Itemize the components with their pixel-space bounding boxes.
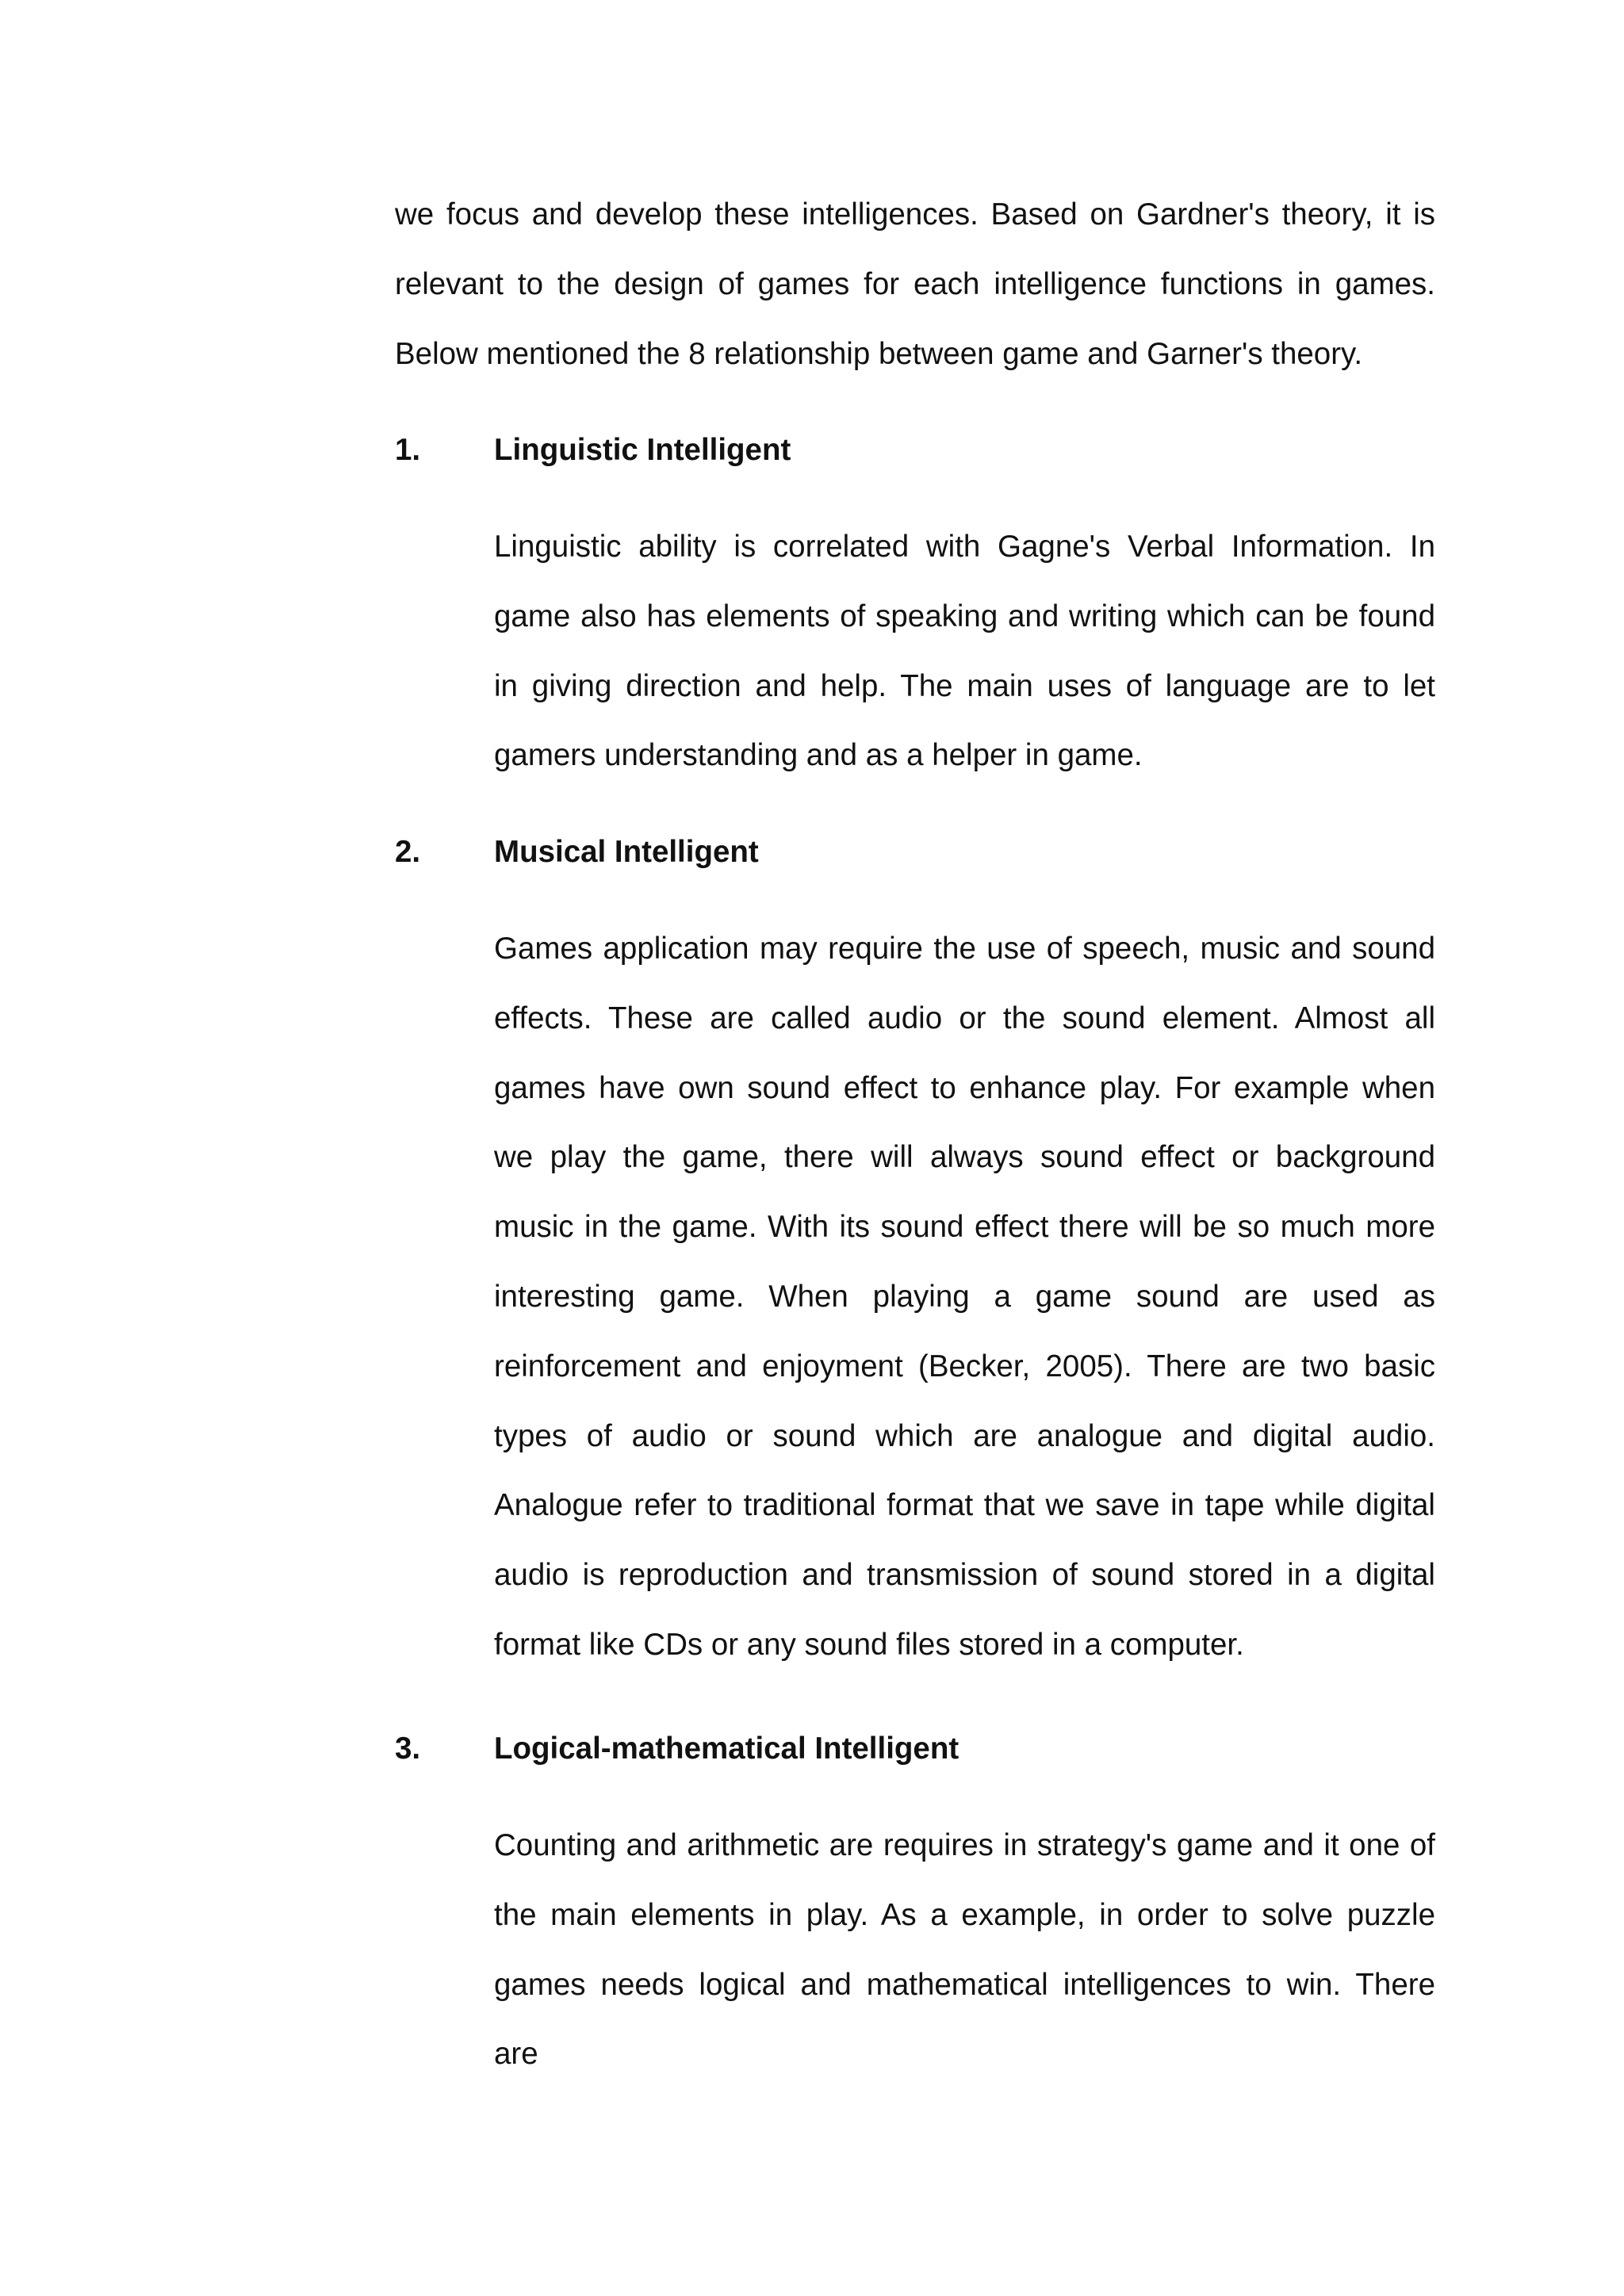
section-body-musical: Games application may require the use of speech, music and sound effects. These are called audio or the sound element. Almost all games have own sound effect to enhance play. For example when we play the game, there will always sound effect or background music in the game. With its sound effect there will be so much more interesting game. When playing a game sound are used as reinforcement and enjoyment (Becker, 2005). There are two basic types of audio or sound which are analogue and digital audio. Analogue refer to traditional format that we save in tape while digital audio is reproduction and transmission of sound stored in a digital format like CDs or any sound files stored in a computer. — [494, 932, 1435, 1662]
section-heading-musical — [395, 832, 1435, 872]
intro-paragraph: we focus and develop these intelligences. Based on Gardner's theory, it is relevant to the design of games for each intelligence functions in games. Below mentioned the 8 relationship between game and Garner's theory. — [395, 197, 1435, 371]
section-body-logical-mathematical: Counting and arithmetic are requires in strategy's game and it one of the main elements in play. As a example, in order to solve puzzle games needs logical and mathematical intelligences to win. There are — [494, 1828, 1435, 2072]
section-title: Linguistic Intelligent — [494, 433, 791, 467]
section-title: Logical-mathematical Intelligent — [494, 1732, 959, 1766]
section-title: Musical Intelligent — [494, 835, 759, 869]
section-number: 3. — [395, 1732, 421, 1766]
section-number: 2. — [395, 835, 421, 869]
section-heading-linguistic — [395, 430, 1435, 470]
section-body-linguistic: Linguistic ability is correlated with Gagne's Verbal Information. In game also has elements of speaking and writing which can be found in giving direction and help. The main uses of language are to let gamers understanding and as a helper in game. — [494, 530, 1435, 773]
section-heading-logical-mathematical — [395, 1729, 1435, 1769]
section-number: 1. — [395, 433, 421, 467]
